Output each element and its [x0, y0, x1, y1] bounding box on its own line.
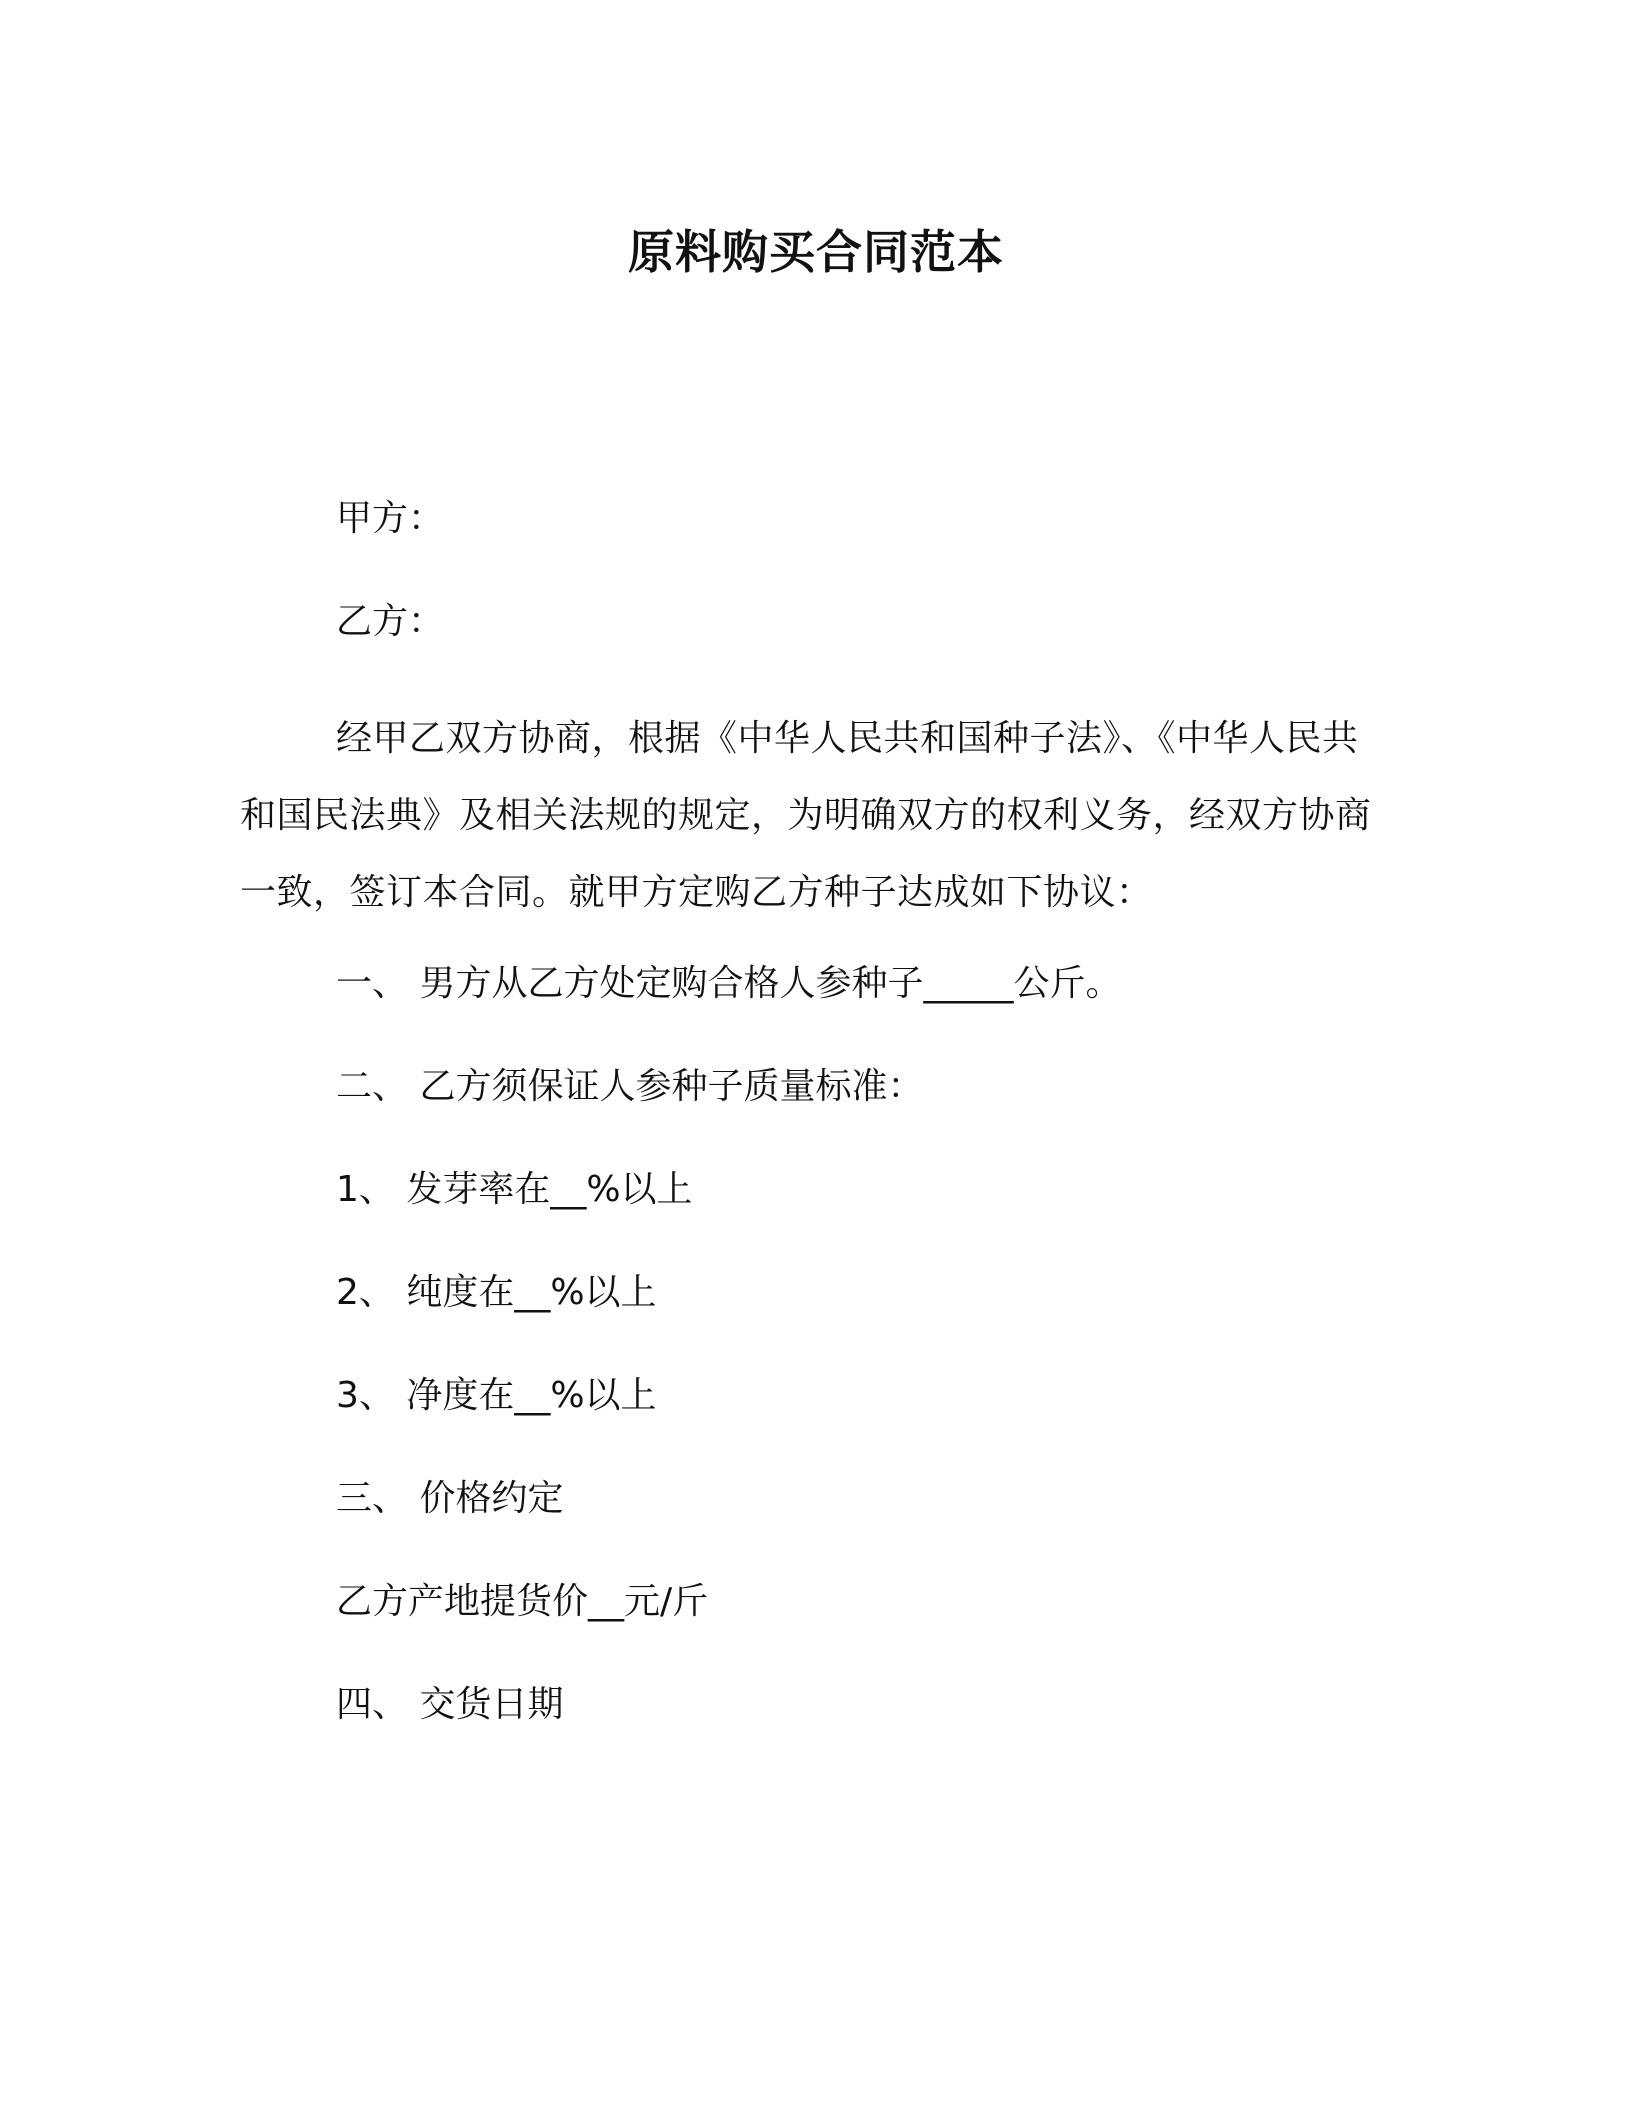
clause-4: 四、 交货日期: [336, 1684, 564, 1725]
price-line: 乙方产地提货价__元/斤: [336, 1581, 709, 1622]
document-title: 原料购买合同范本: [628, 225, 1004, 279]
clause-3: 三、 价格约定: [336, 1478, 564, 1519]
party-a-label: 甲方：: [336, 498, 445, 539]
quality-item-1: 1、 发芽率在__%以上: [336, 1169, 693, 1210]
clause-2: 二、 乙方须保证人参种子质量标准：: [336, 1066, 924, 1107]
quality-item-3: 3、 净度在__%以上: [336, 1375, 657, 1416]
party-b-label: 乙方：: [336, 601, 445, 642]
quality-item-2: 2、 纯度在__%以上: [336, 1272, 657, 1313]
preamble-paragraph: 经甲乙双方协商，根据《中华人民共和国种子法》、《中华人民共和国民法典》及相关法规的规定，为明确双方的权利义务，经双方协商一致，签订本合同。就甲方定购乙方种子达成如下协议：: [240, 718, 1372, 913]
clause-1: 一、 男方从乙方处定购合格人参种子_____公斤。: [336, 963, 1122, 1004]
